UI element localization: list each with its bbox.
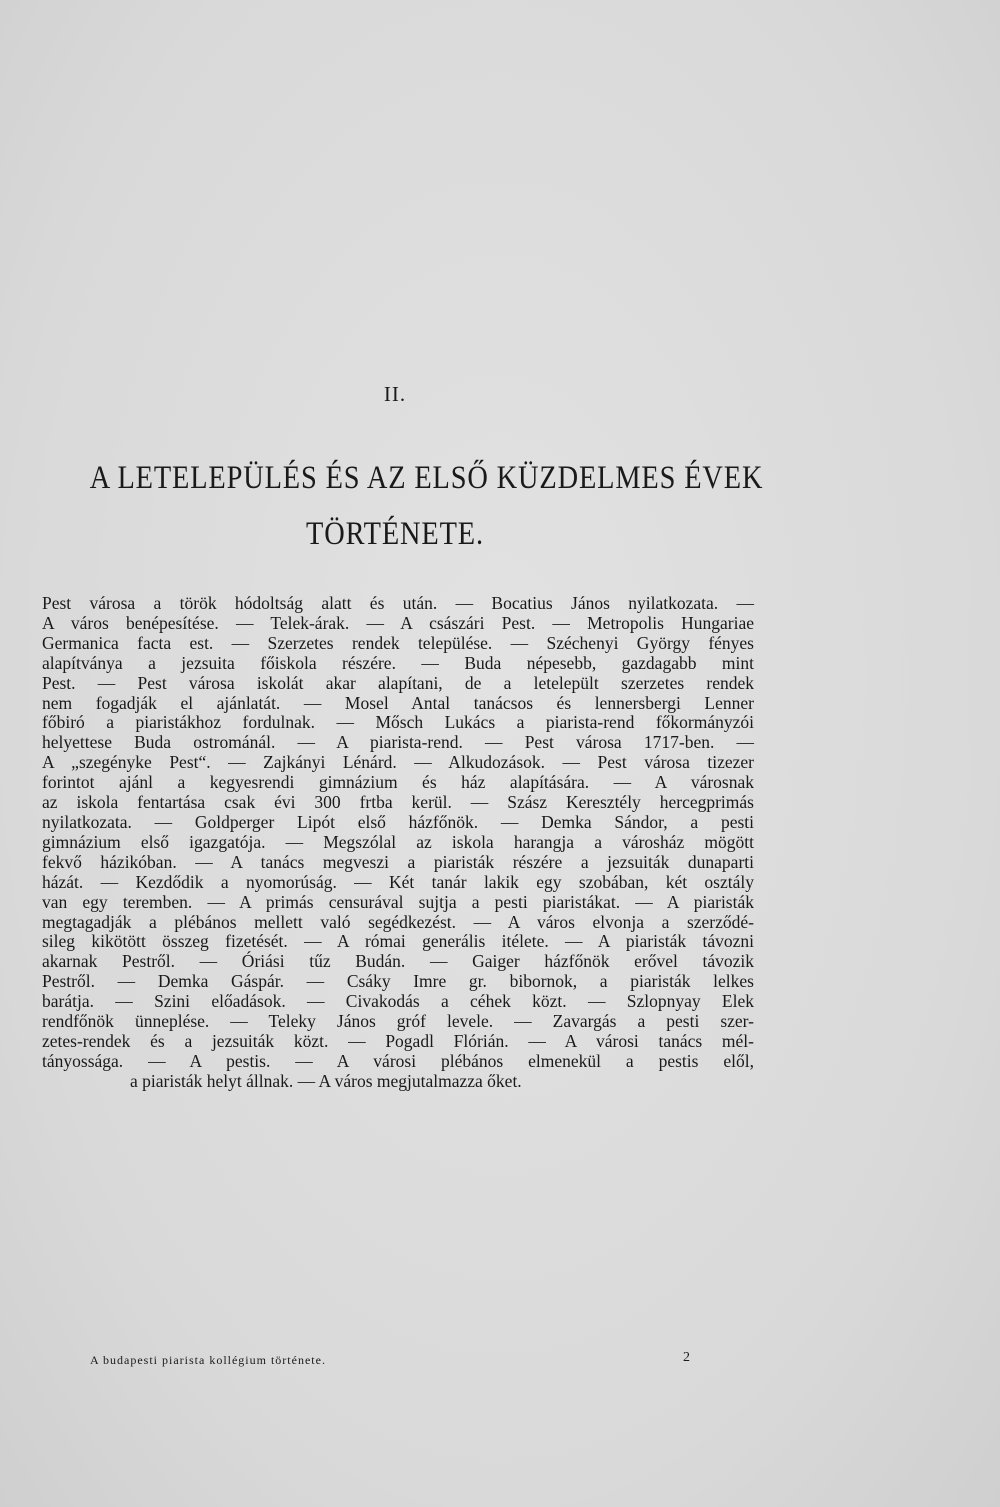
summary-line: rendfőnök ünneplése. — Teleky János gróf levele. — Zavargás a pesti szer- (42, 1011, 754, 1032)
summary-line: barátja. — Szini előadások. — Civakodás a céhek közt. — Szlopnyay Elek (42, 991, 754, 1012)
summary-line: A „szegényke Pest“. — Zajkányi Lénárd. — Alkudozások. — Pest városa tizezer (42, 752, 754, 773)
chapter-number: II. (383, 382, 407, 406)
summary-line: van egy teremben. — A primás censurával sujtja a pesti piaristákat. — A piaristák (42, 891, 754, 912)
summary-line: alapítványa a jezsuita főiskola részére. — Buda népesebb, gazdagabb mint (42, 652, 754, 673)
summary-line: tányossága. — A pestis. — A városi plébános elmenekül a pestis elől, (42, 1050, 754, 1071)
summary-line: Pestről. — Demka Gáspár. — Csáky Imre gr. bibornok, a piaristák lelkes (42, 971, 754, 992)
summary-line: A város benépesítése. — Telek-árak. — A császári Pest. — Metropolis Hungariae (42, 612, 754, 633)
summary-line: sileg kikötött összeg fizetését. — A római generális itélete. — A piaristák távozni (42, 931, 754, 952)
footer-source-line: A budapesti piarista kollégium története. (90, 1353, 326, 1367)
summary-line: forintot ajánl a kegyesrendi gimnázium és ház alapítására. — A városnak (42, 772, 754, 793)
summary-line: főbiró a piaristákhoz fordulnak. — Mősch Lukács a piarista-rend főkormányzói (42, 712, 754, 733)
chapter-title-line-2: TÖRTÉNETE. (306, 516, 484, 552)
chapter-title (89, 450, 764, 562)
summary-line: zetes-rendek és a jezsuiták közt. — Pogadl Flórián. — A városi tanács mél- (42, 1030, 754, 1051)
summary-line: fekvő házikóban. — A tanács megveszi a piaristák részére a jezsuiták dunaparti (42, 851, 754, 872)
summary-line: akarnak Pestről. — Óriási tűz Budán. — Gaiger házfőnök erővel távozik (42, 951, 754, 972)
summary-line: helyettese Buda ostrománál. — A piarista-rend. — Pest városa 1717-ben. — (42, 732, 754, 753)
summary-line: Germanica facta est. — Szerzetes rendek települése. — Széchenyi György fényes (42, 632, 754, 653)
summary-line: nyilatkozata. — Goldperger Lipót első házfőnök. — Demka Sándor, a pesti (42, 811, 754, 832)
summary-line: megtagadják a plébános mellett való segédkezést. — A város elvonja a szerződé- (42, 911, 754, 932)
summary-line: házát. — Kezdődik a nyomorúság. — Két tanár lakik egy szobában, két osztály (42, 871, 754, 892)
summary-line: Pest. — Pest városa iskolát akar alapítani, de a letelepült szerzetes rendek (42, 672, 754, 693)
summary-line: gimnázium első igazgatója. — Megszólal az iskola harangja a városház mögött (42, 831, 754, 852)
summary-line: nem fogadják el ajánlatát. — Mosel Antal tanácsos és lennersbergi Lenner (42, 692, 754, 713)
summary-line: az iskola fentartása csak évi 300 frtba kerül. — Szász Keresztély hercegprimás (42, 792, 754, 813)
chapter-title-line-1: A LETELEPÜLÉS ÉS AZ ELSŐ KÜZDELMES ÉVEK (89, 460, 764, 496)
summary-line: Pest városa a török hódoltság alatt és után. — Bocatius János nyilatkozata. — (42, 593, 754, 613)
footer-signature-mark: 2 (683, 1350, 690, 1365)
chapter-summary (42, 594, 754, 1092)
summary-line: a piaristák helyt állnak. — A város megjutalmazza őket. (130, 1070, 522, 1091)
